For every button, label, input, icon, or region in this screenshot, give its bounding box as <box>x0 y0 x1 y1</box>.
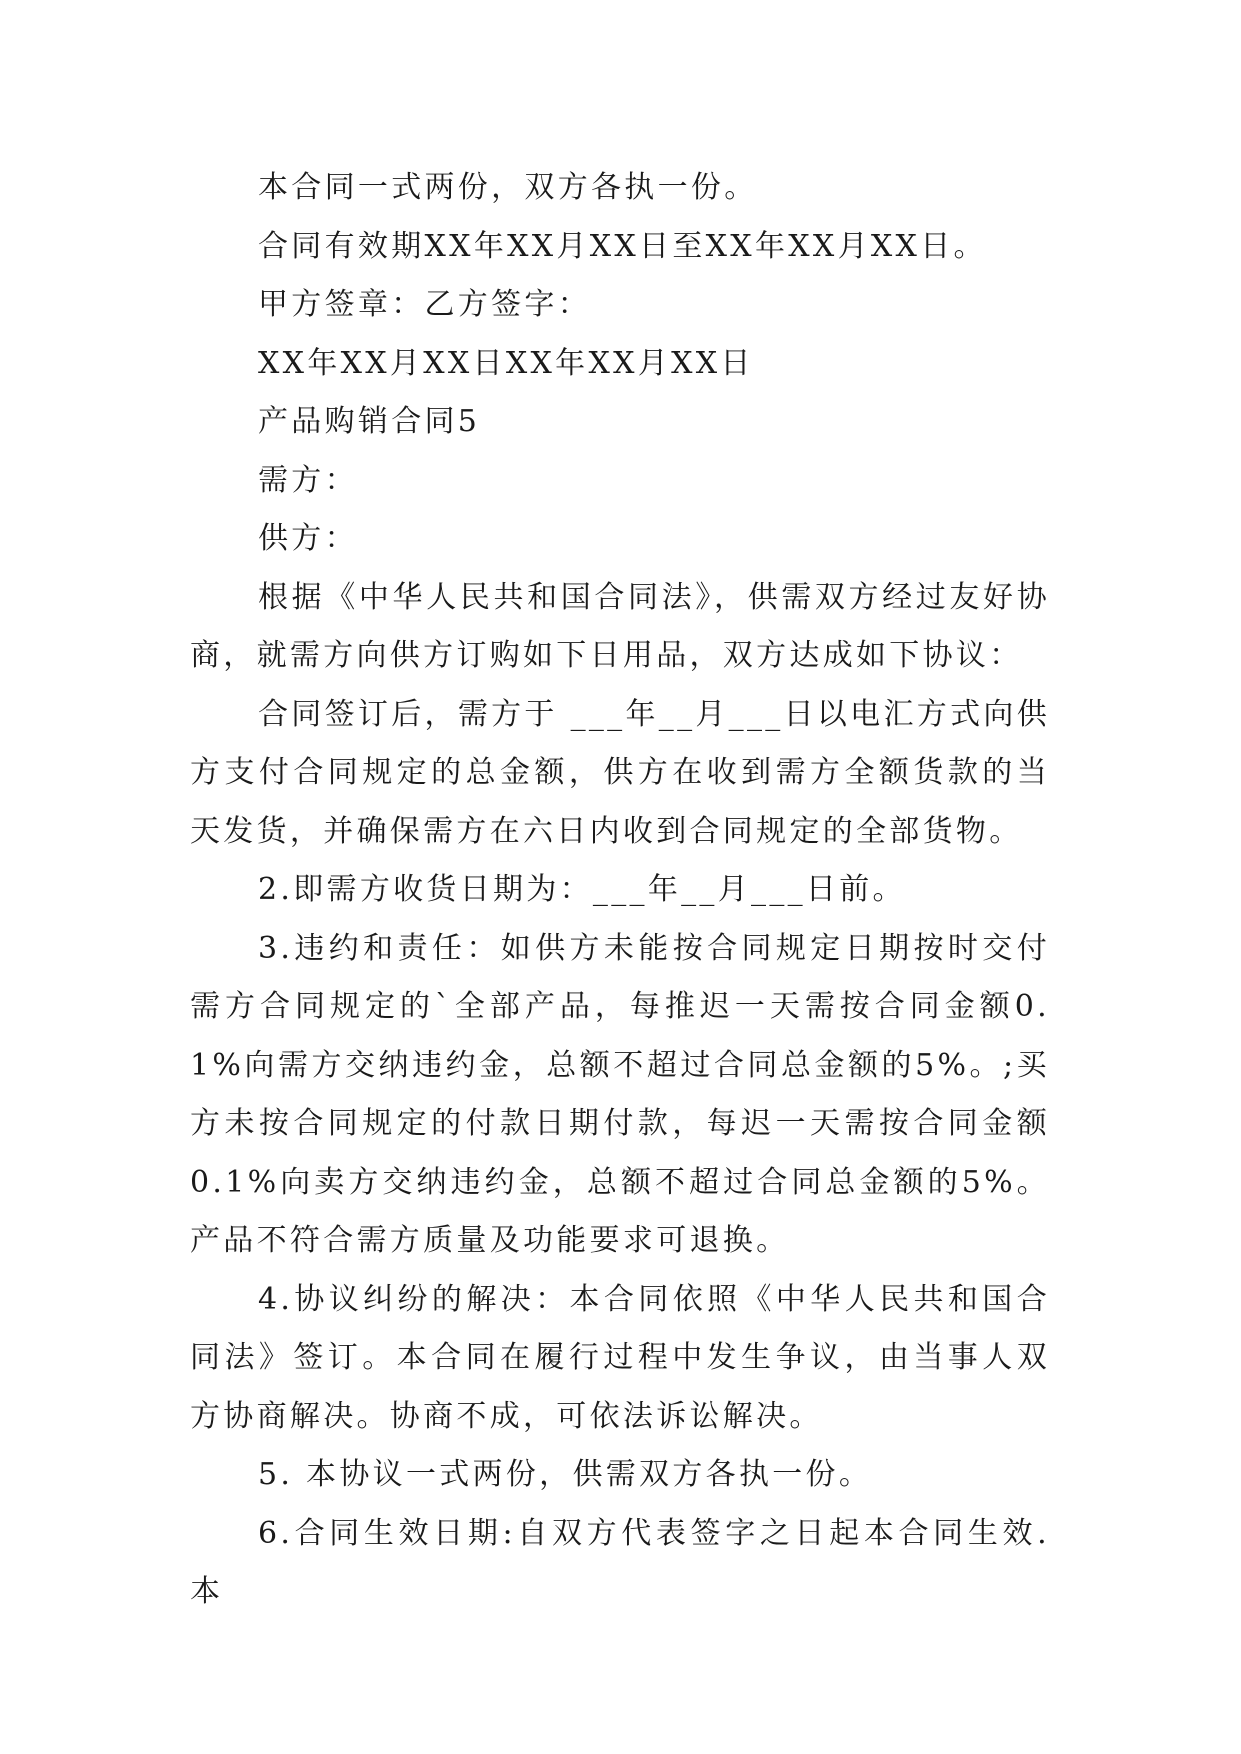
paragraph-delivery-date: 2.即需方收货日期为：___年__月___日前。 <box>258 872 906 907</box>
document-body <box>190 159 1050 1622</box>
paragraph-validity: 合同有效期XX年XX月XX日至XX年XX月XX日。 <box>258 228 987 264</box>
paragraph-copies-2: 5. 本协议一式两份，供需双方各执一份。 <box>258 1457 873 1492</box>
paragraph-copies: 本合同一式两份，双方各执一份。 <box>258 170 758 205</box>
paragraph-disputes: 4.协议纠纷的解决：本合同依照《中华人民共和国合同法》签订。本合同在履行过程中发生争议，由当事人双方协商解决。协商不成，可依法诉讼解决。 <box>190 1281 1050 1434</box>
paragraph-buyer: 需方： <box>258 462 358 498</box>
paragraph-liability: 3.违约和责任：如供方未能按合同规定日期按时交付需方合同规定的`全部产品，每推迟一天需按合同金额0.1%向需方交纳违约金，总额不超过合同总金额的5%。;买方未按合同规定的付款日期付款，每迟一天需按合同金额0.1%向卖方交纳违约金，总额不超过合同总金额的5%。产品不符合需方质量及功能要求可退换。 <box>190 930 1050 1258</box>
paragraph-effective-date: 6.合同生效日期:自双方代表签字之日起本合同生效.本 <box>190 1515 1050 1609</box>
contract-title: 产品购销合同5 <box>258 404 481 439</box>
paragraph-signatures: 甲方签章：乙方签字： <box>258 287 591 322</box>
paragraph-payment: 合同签订后，需方于 ___年__月___日以电汇方式向供方支付合同规定的总金额，供方在收到需方全额货款的当天发货，并确保需方在六日内收到合同规定的全部货物。 <box>190 696 1050 849</box>
paragraph-preamble: 根据《中华人民共和国合同法》，供需双方经过友好协商，就需方向供方订购如下日用品，双方达成如下协议： <box>190 579 1050 673</box>
paragraph-supplier: 供方： <box>258 521 358 556</box>
paragraph-dates: XX年XX月XX日XX年XX月XX日 <box>258 345 754 381</box>
